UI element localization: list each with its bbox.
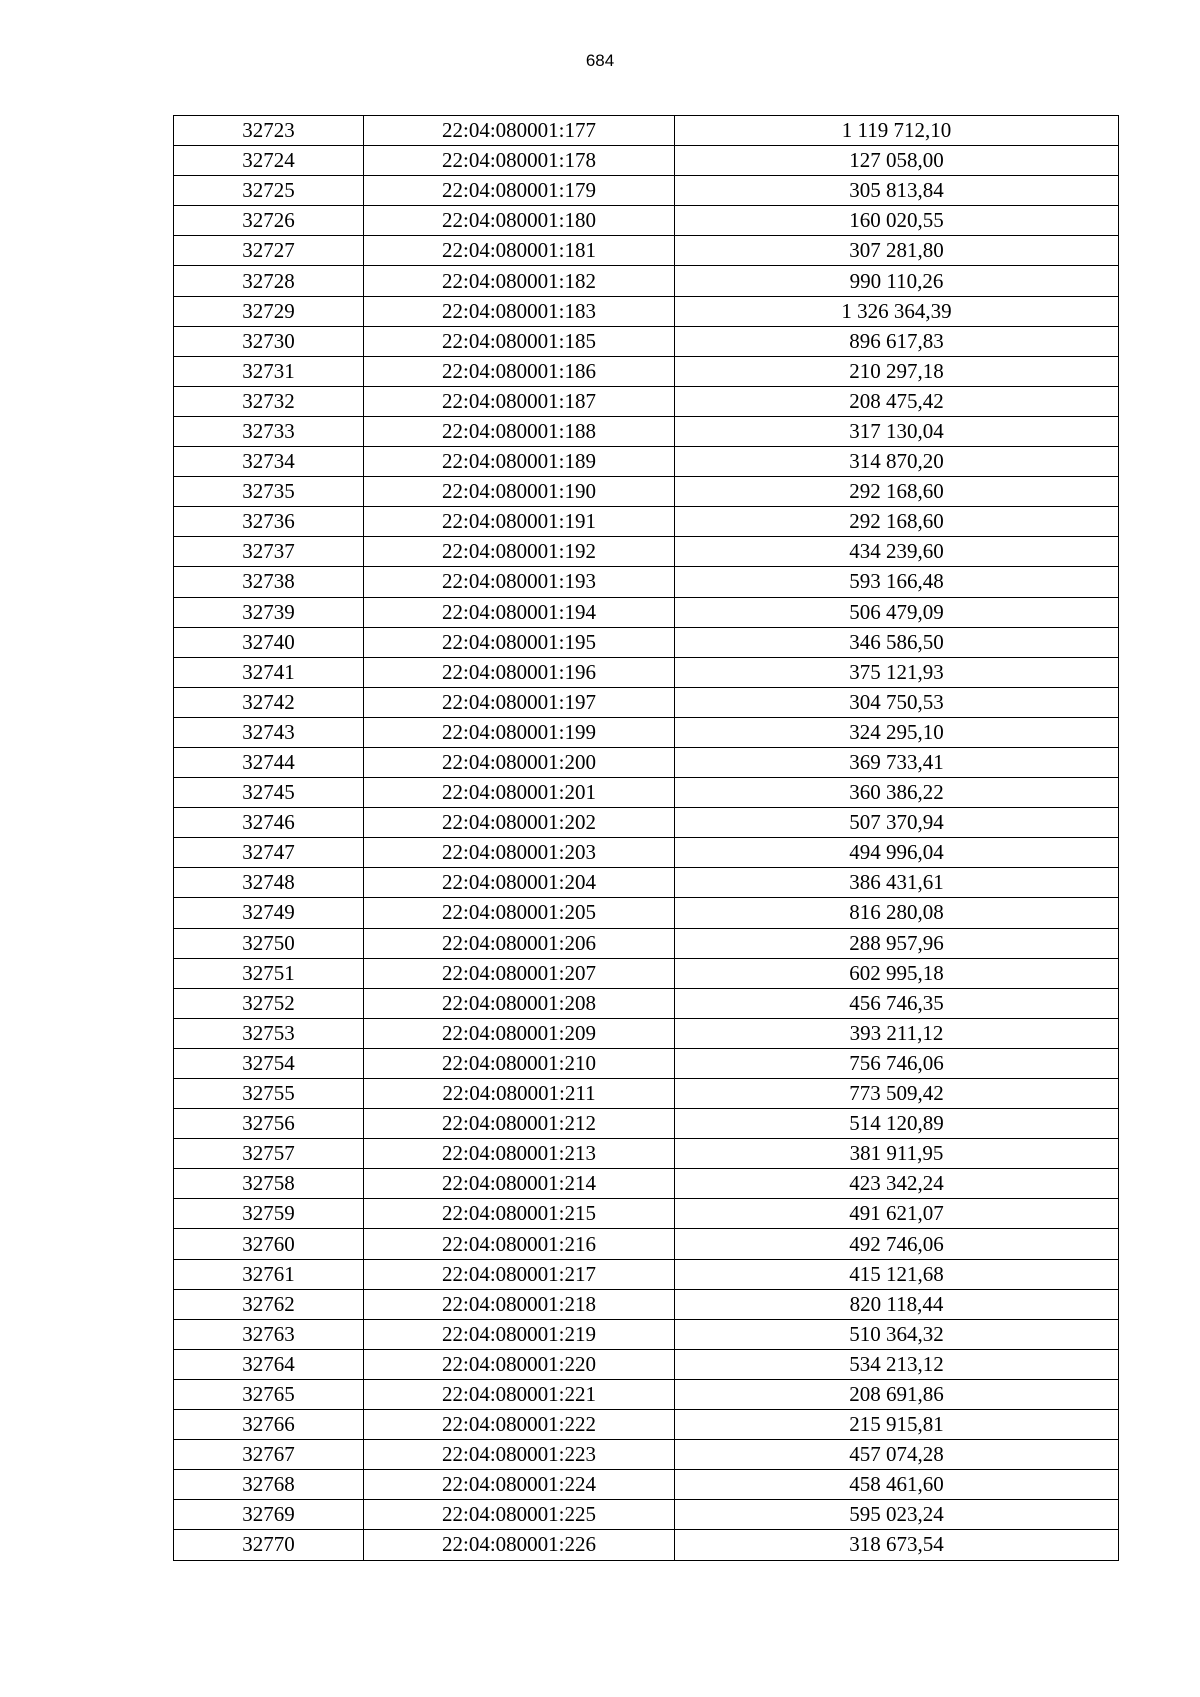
row-number-cell: 32728 [174, 266, 364, 296]
table-row [174, 868, 1119, 898]
row-number-cell: 32745 [174, 778, 364, 808]
value-cell: 820 118,44 [675, 1289, 1119, 1319]
cadastral-number-cell: 22:04:080001:179 [364, 176, 675, 206]
cadastral-number-cell: 22:04:080001:220 [364, 1349, 675, 1379]
table-row [174, 1500, 1119, 1530]
value-cell: 457 074,28 [675, 1440, 1119, 1470]
table-row [174, 1229, 1119, 1259]
value-cell: 1 326 364,39 [675, 296, 1119, 326]
cadastral-number-cell: 22:04:080001:217 [364, 1259, 675, 1289]
table-row [174, 657, 1119, 687]
row-number-cell: 32766 [174, 1410, 364, 1440]
cadastral-number-cell: 22:04:080001:213 [364, 1139, 675, 1169]
value-cell: 208 475,42 [675, 386, 1119, 416]
cadastral-number-cell: 22:04:080001:215 [364, 1199, 675, 1229]
row-number-cell: 32752 [174, 988, 364, 1018]
row-number-cell: 32730 [174, 326, 364, 356]
cadastral-number-cell: 22:04:080001:209 [364, 1018, 675, 1048]
row-number-cell: 32724 [174, 146, 364, 176]
value-cell: 314 870,20 [675, 447, 1119, 477]
row-number-cell: 32747 [174, 838, 364, 868]
row-number-cell: 32762 [174, 1289, 364, 1319]
table-row [174, 808, 1119, 838]
table-row [174, 1349, 1119, 1379]
row-number-cell: 32733 [174, 416, 364, 446]
cadastral-number-cell: 22:04:080001:186 [364, 356, 675, 386]
value-cell: 360 386,22 [675, 778, 1119, 808]
value-cell: 494 996,04 [675, 838, 1119, 868]
cadastral-number-cell: 22:04:080001:187 [364, 386, 675, 416]
table-row [174, 146, 1119, 176]
value-cell: 423 342,24 [675, 1169, 1119, 1199]
table-row [174, 778, 1119, 808]
row-number-cell: 32723 [174, 116, 364, 146]
table-row [174, 266, 1119, 296]
value-cell: 595 023,24 [675, 1500, 1119, 1530]
value-cell: 773 509,42 [675, 1079, 1119, 1109]
table-row [174, 1109, 1119, 1139]
table-row [174, 1319, 1119, 1349]
table-row [174, 988, 1119, 1018]
row-number-cell: 32726 [174, 206, 364, 236]
row-number-cell: 32761 [174, 1259, 364, 1289]
cadastral-number-cell: 22:04:080001:210 [364, 1048, 675, 1078]
table-row [174, 567, 1119, 597]
row-number-cell: 32759 [174, 1199, 364, 1229]
row-number-cell: 32727 [174, 236, 364, 266]
cadastral-number-cell: 22:04:080001:201 [364, 778, 675, 808]
row-number-cell: 32767 [174, 1440, 364, 1470]
row-number-cell: 32736 [174, 507, 364, 537]
table-row [174, 1440, 1119, 1470]
value-cell: 324 295,10 [675, 717, 1119, 747]
value-cell: 492 746,06 [675, 1229, 1119, 1259]
row-number-cell: 32765 [174, 1379, 364, 1409]
value-cell: 514 120,89 [675, 1109, 1119, 1139]
value-cell: 816 280,08 [675, 898, 1119, 928]
cadastral-number-cell: 22:04:080001:219 [364, 1319, 675, 1349]
cadastral-number-cell: 22:04:080001:182 [364, 266, 675, 296]
row-number-cell: 32734 [174, 447, 364, 477]
cadastral-number-cell: 22:04:080001:197 [364, 687, 675, 717]
table-row [174, 1530, 1119, 1560]
row-number-cell: 32763 [174, 1319, 364, 1349]
cadastral-number-cell: 22:04:080001:216 [364, 1229, 675, 1259]
table-row [174, 1169, 1119, 1199]
cadastral-number-cell: 22:04:080001:183 [364, 296, 675, 326]
cadastral-number-cell: 22:04:080001:196 [364, 657, 675, 687]
table-row [174, 1259, 1119, 1289]
cadastral-number-cell: 22:04:080001:180 [364, 206, 675, 236]
table-body [174, 116, 1119, 1561]
value-cell: 318 673,54 [675, 1530, 1119, 1560]
cadastral-number-cell: 22:04:080001:192 [364, 537, 675, 567]
cadastral-number-cell: 22:04:080001:225 [364, 1500, 675, 1530]
value-cell: 305 813,84 [675, 176, 1119, 206]
value-cell: 434 239,60 [675, 537, 1119, 567]
table-row [174, 116, 1119, 146]
value-cell: 507 370,94 [675, 808, 1119, 838]
value-cell: 896 617,83 [675, 326, 1119, 356]
value-cell: 215 915,81 [675, 1410, 1119, 1440]
value-cell: 346 586,50 [675, 627, 1119, 657]
row-number-cell: 32746 [174, 808, 364, 838]
value-cell: 288 957,96 [675, 928, 1119, 958]
value-cell: 292 168,60 [675, 477, 1119, 507]
row-number-cell: 32760 [174, 1229, 364, 1259]
table-row [174, 958, 1119, 988]
row-number-cell: 32738 [174, 567, 364, 597]
row-number-cell: 32737 [174, 537, 364, 567]
value-cell: 602 995,18 [675, 958, 1119, 988]
cadastral-number-cell: 22:04:080001:226 [364, 1530, 675, 1560]
cadastral-number-cell: 22:04:080001:181 [364, 236, 675, 266]
table-row [174, 1079, 1119, 1109]
value-cell: 369 733,41 [675, 747, 1119, 777]
value-cell: 491 621,07 [675, 1199, 1119, 1229]
value-cell: 210 297,18 [675, 356, 1119, 386]
value-cell: 317 130,04 [675, 416, 1119, 446]
page-number: 684 [585, 51, 615, 70]
table-row [174, 326, 1119, 356]
table-row [174, 1199, 1119, 1229]
value-cell: 307 281,80 [675, 236, 1119, 266]
cadastral-number-cell: 22:04:080001:205 [364, 898, 675, 928]
value-cell: 458 461,60 [675, 1470, 1119, 1500]
table-row [174, 477, 1119, 507]
table-row [174, 1470, 1119, 1500]
table-row [174, 447, 1119, 477]
row-number-cell: 32751 [174, 958, 364, 988]
table-row [174, 928, 1119, 958]
row-number-cell: 32731 [174, 356, 364, 386]
cadastral-number-cell: 22:04:080001:177 [364, 116, 675, 146]
cadastral-number-cell: 22:04:080001:202 [364, 808, 675, 838]
cadastral-number-cell: 22:04:080001:207 [364, 958, 675, 988]
row-number-cell: 32769 [174, 1500, 364, 1530]
cadastral-number-cell: 22:04:080001:193 [364, 567, 675, 597]
cadastral-number-cell: 22:04:080001:191 [364, 507, 675, 537]
row-number-cell: 32739 [174, 597, 364, 627]
value-cell: 534 213,12 [675, 1349, 1119, 1379]
table-row [174, 176, 1119, 206]
table-row [174, 206, 1119, 236]
cadastral-number-cell: 22:04:080001:206 [364, 928, 675, 958]
row-number-cell: 32755 [174, 1079, 364, 1109]
row-number-cell: 32725 [174, 176, 364, 206]
cadastral-number-cell: 22:04:080001:222 [364, 1410, 675, 1440]
value-cell: 393 211,12 [675, 1018, 1119, 1048]
table-row [174, 717, 1119, 747]
cadastral-number-cell: 22:04:080001:211 [364, 1079, 675, 1109]
row-number-cell: 32749 [174, 898, 364, 928]
table-row [174, 1139, 1119, 1169]
row-number-cell: 32744 [174, 747, 364, 777]
row-number-cell: 32729 [174, 296, 364, 326]
value-cell: 756 746,06 [675, 1048, 1119, 1078]
cadastral-number-cell: 22:04:080001:204 [364, 868, 675, 898]
value-cell: 381 911,95 [675, 1139, 1119, 1169]
value-cell: 386 431,61 [675, 868, 1119, 898]
row-number-cell: 32740 [174, 627, 364, 657]
cadastral-number-cell: 22:04:080001:218 [364, 1289, 675, 1319]
cadastral-number-cell: 22:04:080001:224 [364, 1470, 675, 1500]
row-number-cell: 32754 [174, 1048, 364, 1078]
cadastral-number-cell: 22:04:080001:199 [364, 717, 675, 747]
cadastral-number-cell: 22:04:080001:185 [364, 326, 675, 356]
row-number-cell: 32741 [174, 657, 364, 687]
cadastral-number-cell: 22:04:080001:178 [364, 146, 675, 176]
row-number-cell: 32742 [174, 687, 364, 717]
value-cell: 506 479,09 [675, 597, 1119, 627]
table-row [174, 416, 1119, 446]
cadastral-number-cell: 22:04:080001:188 [364, 416, 675, 446]
table-row [174, 507, 1119, 537]
cadastral-number-cell: 22:04:080001:223 [364, 1440, 675, 1470]
value-cell: 160 020,55 [675, 206, 1119, 236]
cadastral-number-cell: 22:04:080001:214 [364, 1169, 675, 1199]
row-number-cell: 32750 [174, 928, 364, 958]
row-number-cell: 32758 [174, 1169, 364, 1199]
cadastral-value-table [173, 115, 1119, 1561]
cadastral-number-cell: 22:04:080001:189 [364, 447, 675, 477]
table-row [174, 838, 1119, 868]
table-row [174, 1410, 1119, 1440]
row-number-cell: 32743 [174, 717, 364, 747]
row-number-cell: 32732 [174, 386, 364, 416]
cadastral-number-cell: 22:04:080001:190 [364, 477, 675, 507]
cadastral-number-cell: 22:04:080001:194 [364, 597, 675, 627]
value-cell: 292 168,60 [675, 507, 1119, 537]
table-row [174, 386, 1119, 416]
row-number-cell: 32756 [174, 1109, 364, 1139]
value-cell: 456 746,35 [675, 988, 1119, 1018]
value-cell: 1 119 712,10 [675, 116, 1119, 146]
cadastral-number-cell: 22:04:080001:200 [364, 747, 675, 777]
row-number-cell: 32764 [174, 1349, 364, 1379]
table-row [174, 687, 1119, 717]
table-row [174, 356, 1119, 386]
value-cell: 304 750,53 [675, 687, 1119, 717]
row-number-cell: 32768 [174, 1470, 364, 1500]
table-row [174, 747, 1119, 777]
cadastral-number-cell: 22:04:080001:203 [364, 838, 675, 868]
row-number-cell: 32770 [174, 1530, 364, 1560]
value-cell: 208 691,86 [675, 1379, 1119, 1409]
cadastral-number-cell: 22:04:080001:208 [364, 988, 675, 1018]
value-cell: 593 166,48 [675, 567, 1119, 597]
row-number-cell: 32757 [174, 1139, 364, 1169]
cadastral-number-cell: 22:04:080001:212 [364, 1109, 675, 1139]
table-row [174, 627, 1119, 657]
table-row [174, 597, 1119, 627]
value-cell: 415 121,68 [675, 1259, 1119, 1289]
value-cell: 375 121,93 [675, 657, 1119, 687]
cadastral-number-cell: 22:04:080001:221 [364, 1379, 675, 1409]
table-row [174, 898, 1119, 928]
table-row [174, 236, 1119, 266]
table-row [174, 537, 1119, 567]
row-number-cell: 32735 [174, 477, 364, 507]
row-number-cell: 32753 [174, 1018, 364, 1048]
table-row [174, 296, 1119, 326]
row-number-cell: 32748 [174, 868, 364, 898]
cadastral-number-cell: 22:04:080001:195 [364, 627, 675, 657]
table-row [174, 1379, 1119, 1409]
value-cell: 990 110,26 [675, 266, 1119, 296]
value-cell: 127 058,00 [675, 146, 1119, 176]
table-row [174, 1289, 1119, 1319]
table-row [174, 1048, 1119, 1078]
table-row [174, 1018, 1119, 1048]
value-cell: 510 364,32 [675, 1319, 1119, 1349]
